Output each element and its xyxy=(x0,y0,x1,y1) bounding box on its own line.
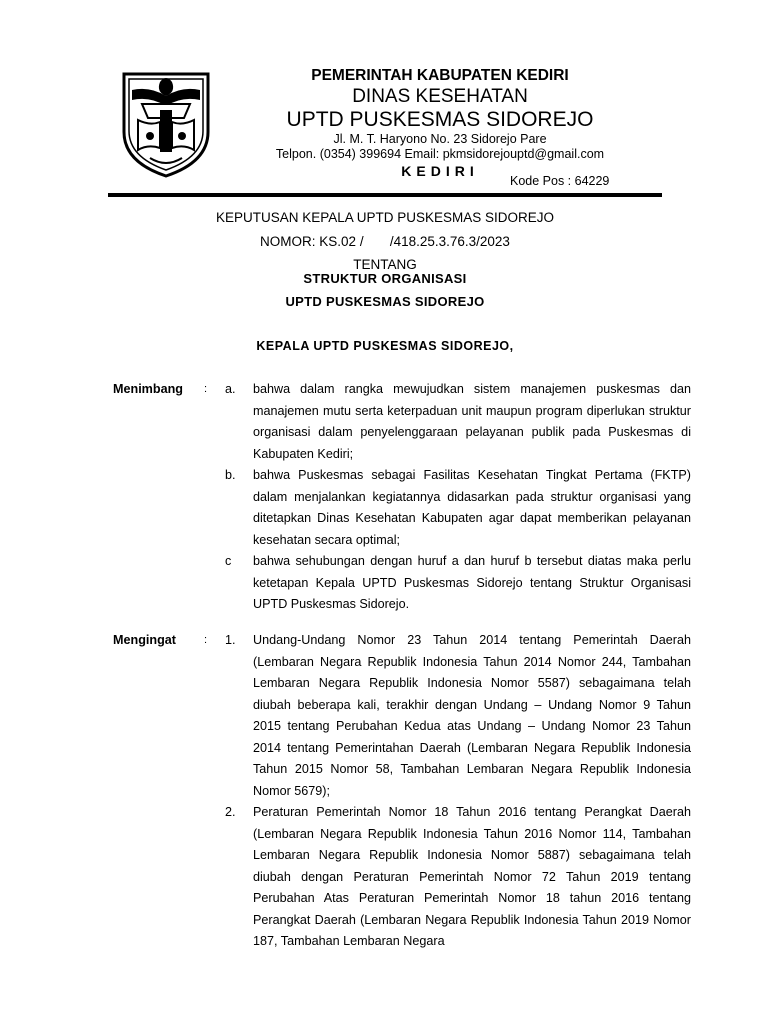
agency-name: DINAS KESEHATAN xyxy=(352,86,528,107)
menimbang-section xyxy=(113,379,693,616)
item-number: 1. xyxy=(225,633,236,647)
item-text: bahwa dalam rangka mewujudkan sistem manajemen puskesmas dan manajemen mutu serta keterpaduan unit maupun program diperlukan struktur organisasi dalam penyelenggaraan pelayanan publik pada Puskesmas di Kabupaten Kediri; xyxy=(253,382,691,461)
contact-info: Telpon. (0354) 399694 Email: pkmsidorejouptd@gmail.com xyxy=(275,147,605,161)
mengingat-label: Mengingat xyxy=(113,633,176,647)
item-text: Peraturan Pemerintah Nomor 18 Tahun 2016 tentang Perangkat Daerah (Lembaran Negara Republik Indonesia Tahun 2016 Nomor 114, Tambahan Lembaran Negara Republik Indonesia Nomor 5887) sebagaimana telah diubah dengan Peraturan Pemerintah Nomor 72 Tahun 2019 tentang Perubahan Atas Peraturan Pemerintah Nomor 18 tahun 2016 tentang Perangkat Daerah (Lembaran Negara Republik Indonesia Tahun 2019 Nomor 187, Tambahan Lembaran Negara xyxy=(253,805,691,948)
item-number: c xyxy=(225,554,232,568)
mengingat-section xyxy=(113,630,693,953)
issuer-heading: KEPALA UPTD PUSKESMAS SIDOREJO, xyxy=(256,339,514,353)
decree-number: NOMOR: KS.02 / /418.25.3.76.3/2023 xyxy=(260,234,510,249)
unit-name: UPTD PUSKESMAS SIDOREJO xyxy=(286,108,594,131)
list-item xyxy=(225,465,691,551)
address: Jl. M. T. Haryono No. 23 Sidorejo Pare xyxy=(333,132,547,146)
item-number: a. xyxy=(225,382,236,396)
subject-line-2: UPTD PUSKESMAS SIDOREJO xyxy=(285,294,485,309)
government-name: PEMERINTAH KABUPATEN KEDIRI xyxy=(311,67,569,84)
menimbang-colon: : xyxy=(204,383,208,395)
letterhead-rule xyxy=(108,193,662,197)
list-item xyxy=(225,630,691,802)
tentang-label: TENTANG xyxy=(353,257,417,272)
list-item xyxy=(225,802,691,953)
kediri-coat-of-arms-icon xyxy=(120,70,212,180)
city: KEDIRI xyxy=(401,163,479,179)
list-item xyxy=(225,379,691,465)
item-text: bahwa Puskesmas sebagai Fasilitas Kesehatan Tingkat Pertama (FKTP) dalam menjalankan kegiatannya didasarkan pada struktur organisasi yang ditetapkan Dinas Kesehatan Kabupaten agar dapat memberikan pelayanan kesehatan secara optimal; xyxy=(253,468,691,547)
item-number: b. xyxy=(225,468,236,482)
item-text: bahwa sehubungan dengan huruf a dan huruf b tersebut diatas maka perlu ketetapan Kepala UPTD Puskesmas Sidorejo tentang Struktur Organisasi UPTD Puskesmas Sidorejo. xyxy=(253,554,691,611)
postal-code: Kode Pos : 64229 xyxy=(510,174,610,188)
item-text: Undang-Undang Nomor 23 Tahun 2014 tentang Pemerintah Daerah (Lembaran Negara Republik Indonesia Tahun 2014 Nomor 244, Tambahan Lembaran Negara Republik Indonesia Nomor 5587) sebagaimana telah diubah beberapa kali, terakhir dengan Undang – Undang Nomor 9 Tahun 2015 tentang Perubahan Kedua atas Undang – Undang Nomor 23 Tahun 2014 tentang Pemerintahan Daerah (Lembaran Negara Republik Indonesia Tahun 2015 Nomor 58, Tambahan Lembaran Negara Republik Indonesia Nomor 5679); xyxy=(253,633,691,798)
list-item xyxy=(225,551,691,616)
item-number: 2. xyxy=(225,805,236,819)
subject-line-1: STRUKTUR ORGANISASI xyxy=(303,271,467,286)
decree-title: KEPUTUSAN KEPALA UPTD PUSKESMAS SIDOREJO xyxy=(215,210,555,225)
menimbang-label: Menimbang xyxy=(113,382,183,396)
mengingat-colon: : xyxy=(204,634,208,646)
letterhead xyxy=(225,66,655,180)
